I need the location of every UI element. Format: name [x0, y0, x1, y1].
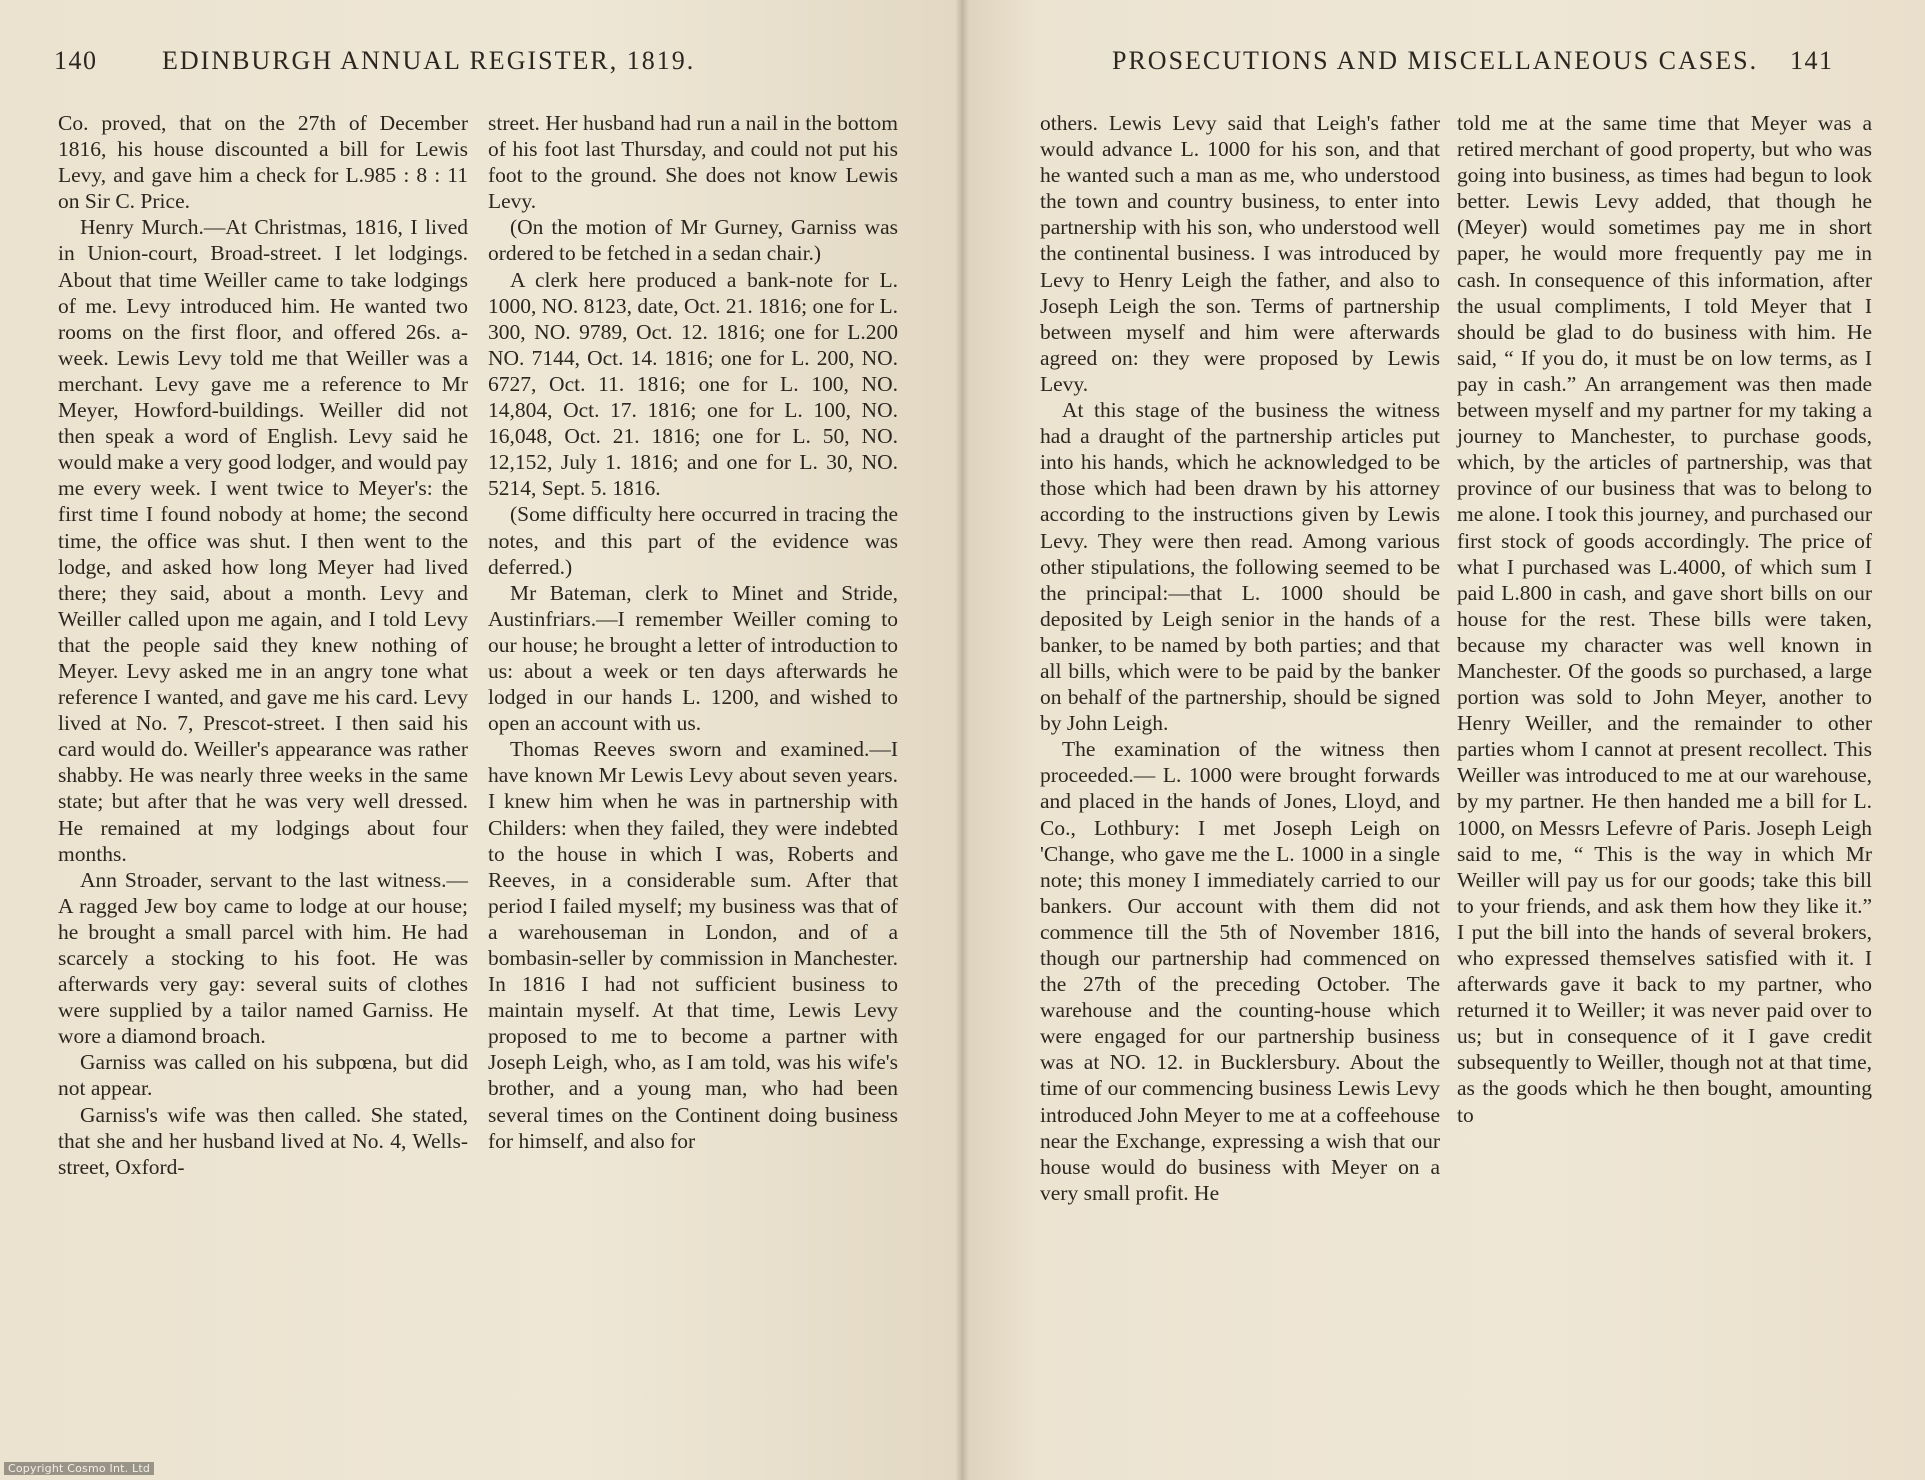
- copyright-watermark: Copyright Cosmo Int. Ltd: [4, 1462, 154, 1475]
- paragraph: Garniss was called on his subpœna, but did not appear.: [58, 1050, 468, 1101]
- paragraph: At this stage of the business the witness had a draught of the partnership articles put into his hands, which he acknowledged to be those which had been drawn by his attorney according to the instructions given by Lewis Levy. They were then read. Among various other stipulations, the following seemed to be the principal:—that L. 1000 should be deposited by Leigh senior in the hands of a banker, to be named by both parties; and that all bills, which were to be paid by the banker on behalf of the partnership, should be signed by John Leigh.: [1040, 398, 1440, 736]
- paragraph: Ann Stroader, servant to the last witness.—A ragged Jew boy came to lodge at our house; he brought a small parcel with him. He had scarcely a stocking to his foot. He was afterwards very gay: several suits of clothes were supplied by a tailor named Garniss. He wore a diamond broach.: [58, 867, 468, 1049]
- page-number: 140: [54, 46, 98, 75]
- paragraph: street. Her husband had run a nail in the bottom of his foot last Thursday, and could not put his foot to the ground. She does not know Lewis Levy.: [488, 111, 898, 214]
- paragraph: Henry Murch.—At Christmas, 1816, I lived in Union-court, Broad-street. I let lodgings. About that time Weiller came to take lodgings of me. Levy introduced him. He wanted two rooms on the first floor, and offered 26s. a-week. Lewis Levy told me that Weiller was a merchant. Levy gave me a reference to Mr Meyer, Howford-buildings. Weiller did not then speak a word of English. Levy said he would make a very good lodger, and would pay me every week. I went twice to Meyer's: the first time I found nobody at home; the second time, the office was shut. I then went to the lodge, and asked how long Meyer had lived there; they said, about a month. Levy and Weiller called upon me again, and I told Levy that the people said they knew nothing of Meyer. Levy asked me in an angry tone what reference I wanted, and gave me his card. Levy lived at No. 7, Prescot-street. I then said his card would do. Weiller's appearance was rather shabby. He was nearly three weeks in the same state; but after that he was very well dressed. He remained at my lodgings about four months.: [58, 215, 468, 866]
- column-1: [58, 110, 468, 1180]
- column-2: [488, 110, 898, 1154]
- paragraph: told me at the same time that Meyer was a retired merchant of good property, but who was going into business, as times had begun to look better. Lewis Levy added, that though he (Meyer) would sometimes pay me in short paper, he would more frequently pay me in cash. In consequence of this information, after the usual compliments, I told Meyer that I should be glad to do business with him. He said, “ If you do, it must be on low terms, as I pay in cash.” An arrangement was then made between myself and my partner for my taking a journey to Manchester, to purchase goods, which, by the articles of partnership, was that province of our business that was to belong to me alone. I took this journey, and purchased our first stock of goods accordingly. The price of what I purchased was L.4000, of which sum I paid L.800 in cash, and gave short bills on our house for the rest. These bills were taken, because my character was well known in Manchester. Of the goods so purchased, a large portion was sold to John Meyer, another to Henry Weiller, and the remainder to other parties whom I cannot at present recollect. This Weiller was introduced to me at our warehouse, by my partner. He then handed me a bill for L. 1000, on Messrs Lefevre of Paris. Joseph Leigh said to me, “ This is the way in which Mr Weiller will pay us for our goods; take this bill to your friends, and ask them how they like it.” I put the bill into the hands of several brokers, who expressed themselves satisfied with it. I afterwards gave it back to my partner, who returned it to Weiller; it was never paid over to us; but in consequence of it I gave credit subsequently to Weiller, though not at that time, as the goods which he then bought, amounting to: [1457, 111, 1872, 1127]
- column-1: [1040, 110, 1440, 1206]
- book-gutter: [955, 0, 969, 1480]
- left-page: [0, 0, 962, 1480]
- running-head: PROSECUTIONS AND MISCELLANEOUS CASES.: [1112, 46, 1759, 75]
- paragraph: Garniss's wife was then called. She stated, that she and her husband lived at No. 4, Wells-street, Oxford-: [58, 1102, 468, 1179]
- column-2: [1457, 110, 1872, 1128]
- paragraph: Mr Bateman, clerk to Minet and Stride, Austinfriars.—I remember Weiller coming to our house; he brought a letter of introduction to us: about a week or ten days afterwards he lodged in our hands L. 1200, and wished to open an account with us.: [488, 580, 898, 736]
- right-page: [962, 0, 1925, 1480]
- page-number: 141: [1790, 46, 1834, 75]
- paragraph: (On the motion of Mr Gurney, Garniss was ordered to be fetched in a sedan chair.): [488, 215, 898, 266]
- paragraph: others. Lewis Levy said that Leigh's father would advance L. 1000 for his son, and that he wanted such a man as me, who understood the town and country business, to enter into partnership with his son, who understood well the continental business. I was introduced by Levy to Henry Leigh the father, and also to Joseph Leigh the son. Terms of partnership between myself and him were afterwards agreed on: they were proposed by Lewis Levy.: [1040, 111, 1440, 396]
- paragraph: Co. proved, that on the 27th of December 1816, his house discounted a bill for Lewis Levy, and gave him a check for L.985 : 8 : 11 on Sir C. Price.: [58, 111, 468, 214]
- paragraph: Thomas Reeves sworn and examined.—I have known Mr Lewis Levy about seven years. I knew him when he was in partnership with Childers: when they failed, they were indebted to the house in which I was, Roberts and Reeves, in a considerable sum. After that period I failed myself; my business was that of a warehouseman in London, and of a bombasin-seller by commission in Manchester. In 1816 I had not sufficient business to maintain myself. At that time, Lewis Levy proposed to me to become a partner with Joseph Leigh, who, as I am told, was his wife's brother, and a young man, who had been several times on the Continent doing business for himself, and also for: [488, 737, 898, 1153]
- running-head: EDINBURGH ANNUAL REGISTER, 1819.: [162, 46, 696, 75]
- paragraph: (Some difficulty here occurred in tracing the notes, and this part of the evidence was deferred.): [488, 502, 898, 579]
- paragraph: The examination of the witness then proceeded.— L. 1000 were brought forwards and placed in the hands of Jones, Lloyd, and Co., Lothbury: I met Joseph Leigh on 'Change, who gave me the L. 1000 in a single note; this money I immediately carried to our bankers. Our account with them did not commence till the 5th of November 1816, though our partnership had commenced on the 27th of the preceding October. The warehouse and the counting-house which were engaged for our partnership business was at NO. 12. in Bucklersbury. About the time of our commencing business Lewis Levy introduced John Meyer to me at a coffeehouse near the Exchange, expressing a wish that our house would do business with Meyer on a very small profit. He: [1040, 737, 1440, 1205]
- paragraph: A clerk here produced a bank-note for L. 1000, NO. 8123, date, Oct. 21. 1816; one for L. 300, NO. 9789, Oct. 12. 1816; one for L.200 NO. 7144, Oct. 14. 1816; one for L. 200, NO. 6727, Oct. 11. 1816; one for L. 100, NO. 14,804, Oct. 17. 1816; one for L. 100, NO. 16,048, Oct. 21. 1816; one for L. 50, NO. 12,152, July 1. 1816; and one for L. 30, NO. 5214, Sept. 5. 1816.: [488, 267, 898, 501]
